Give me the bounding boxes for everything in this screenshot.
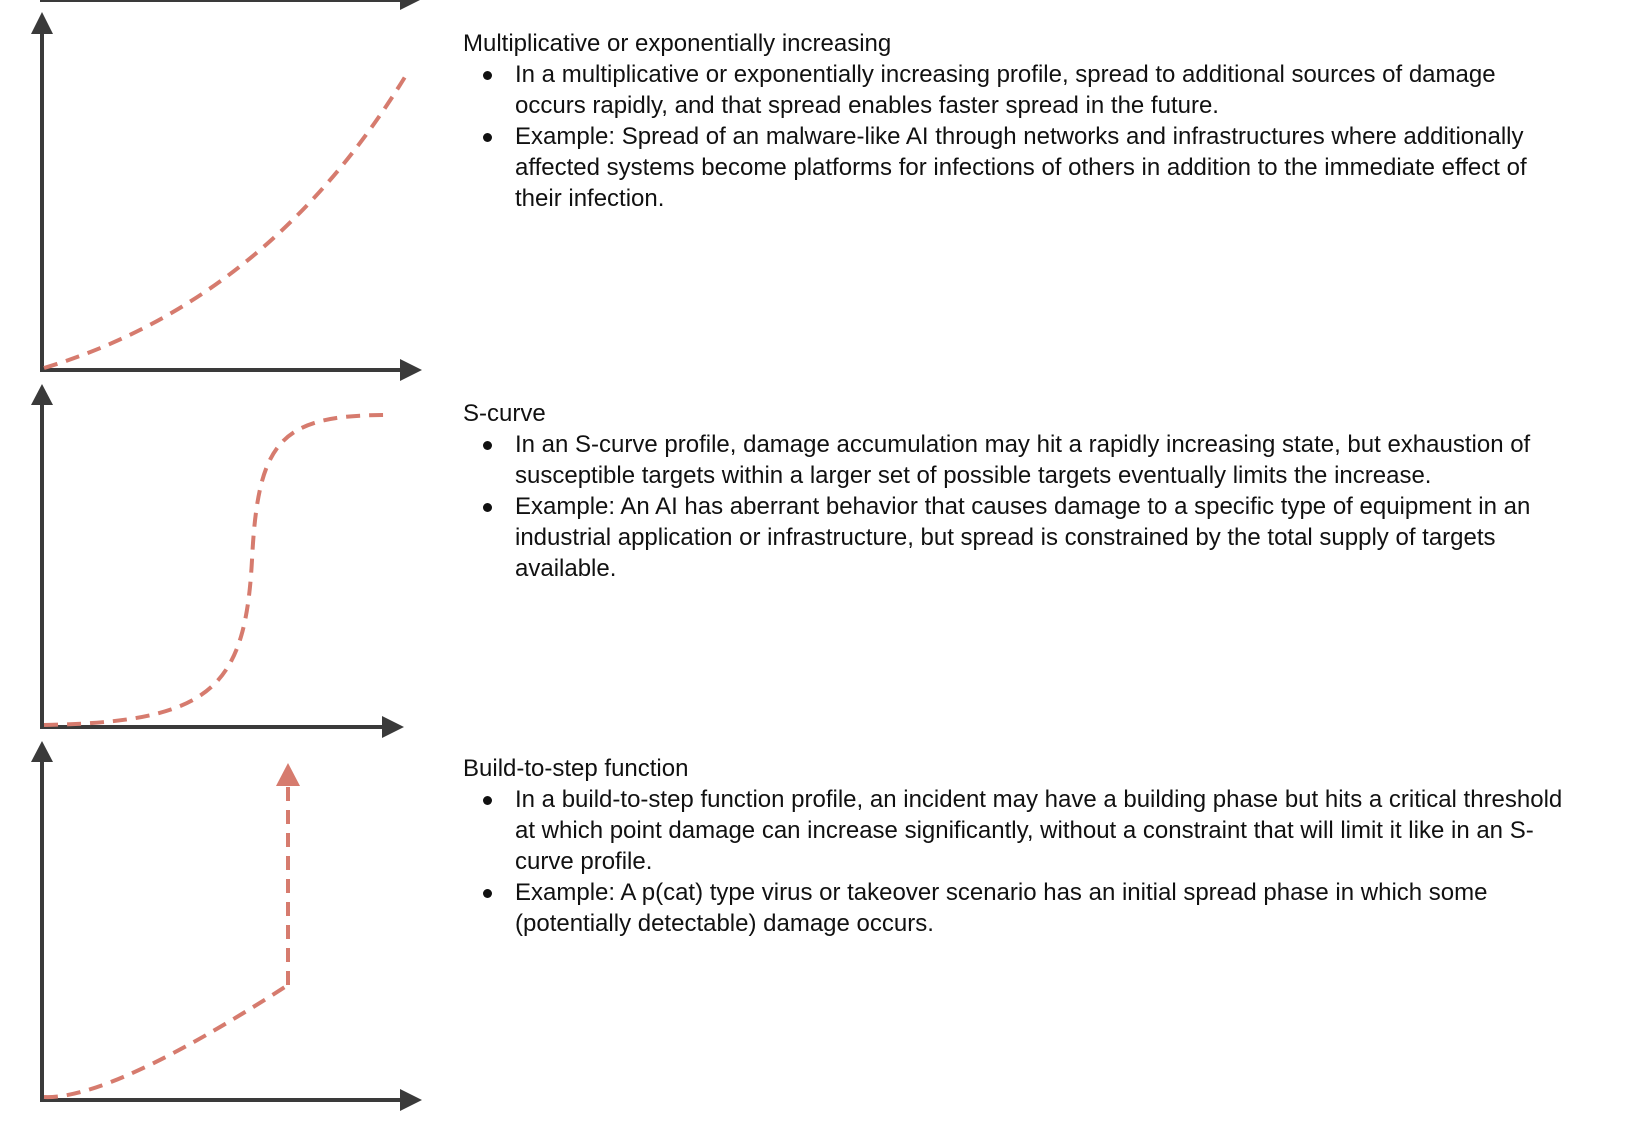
partial-x-axis-arrow xyxy=(400,0,420,10)
bullet-text: In a multiplicative or exponentially increasing profile, spread to additional sources of damage occurs rapidly, and that spread enables faster spread in the future. xyxy=(515,61,1496,119)
profile-title: Build-to-step function xyxy=(463,755,689,782)
bullet-definition xyxy=(463,784,1563,877)
bullet-list xyxy=(463,784,1563,939)
partial-axis-top xyxy=(40,0,420,10)
bullet-list xyxy=(463,429,1563,584)
chart-build-to-step xyxy=(31,741,422,1111)
bullet-dot xyxy=(483,133,492,142)
bullet-definition xyxy=(463,429,1563,491)
profile-exponential xyxy=(463,28,1563,214)
y-axis-arrow xyxy=(31,741,53,762)
bullet-text: In a build-to-step function profile, an incident may have a building phase but hits a critical threshold at which point damage can increase significantly, without a constraint that will limit it like in an S-curve profile. xyxy=(515,786,1563,875)
s-curve xyxy=(44,415,388,725)
bullet-dot xyxy=(483,796,492,805)
y-axis-arrow xyxy=(31,384,53,405)
y-axis-arrow xyxy=(31,12,53,34)
bullet-definition xyxy=(463,59,1563,121)
bullet-dot xyxy=(483,71,492,80)
bullet-text: Example: A p(cat) type virus or takeover scenario has an initial spread phase in which some (potentially detectable) damage occurs. xyxy=(515,879,1488,937)
x-axis-arrow xyxy=(400,359,422,381)
x-axis-arrow xyxy=(382,716,404,738)
profile-s-curve xyxy=(463,398,1563,584)
bullet-list xyxy=(463,59,1563,214)
profile-build-to-step xyxy=(463,753,1563,939)
bullet-example xyxy=(463,121,1563,214)
bullet-text: Example: An AI has aberrant behavior that causes damage to a specific type of equipment in an industrial application or infrastructure, but spread is constrained by the total supply of targets available. xyxy=(515,493,1531,582)
profile-title: S-curve xyxy=(463,400,546,427)
exponential-curve xyxy=(44,72,408,368)
bullet-dot xyxy=(483,503,492,512)
chart-exponential xyxy=(31,12,422,381)
bullet-text: Example: Spread of an malware-like AI through networks and infrastructures where additionally affected systems become platforms for infections of others in addition to the immediate effect of their infection. xyxy=(515,123,1527,212)
x-axis-arrow xyxy=(400,1089,422,1111)
bullet-example xyxy=(463,877,1563,939)
profile-title: Multiplicative or exponentially increasing xyxy=(463,30,892,57)
bullet-dot xyxy=(483,889,492,898)
bullet-text: In an S-curve profile, damage accumulation may hit a rapidly increasing state, but exhaustion of susceptible targets within a larger set of possible targets eventually limits the increase. xyxy=(515,431,1531,489)
bullet-example xyxy=(463,491,1563,584)
bullet-dot xyxy=(483,441,492,450)
step-arrowhead xyxy=(276,763,300,786)
chart-s-curve xyxy=(31,384,404,738)
build-phase-curve xyxy=(44,985,288,1097)
